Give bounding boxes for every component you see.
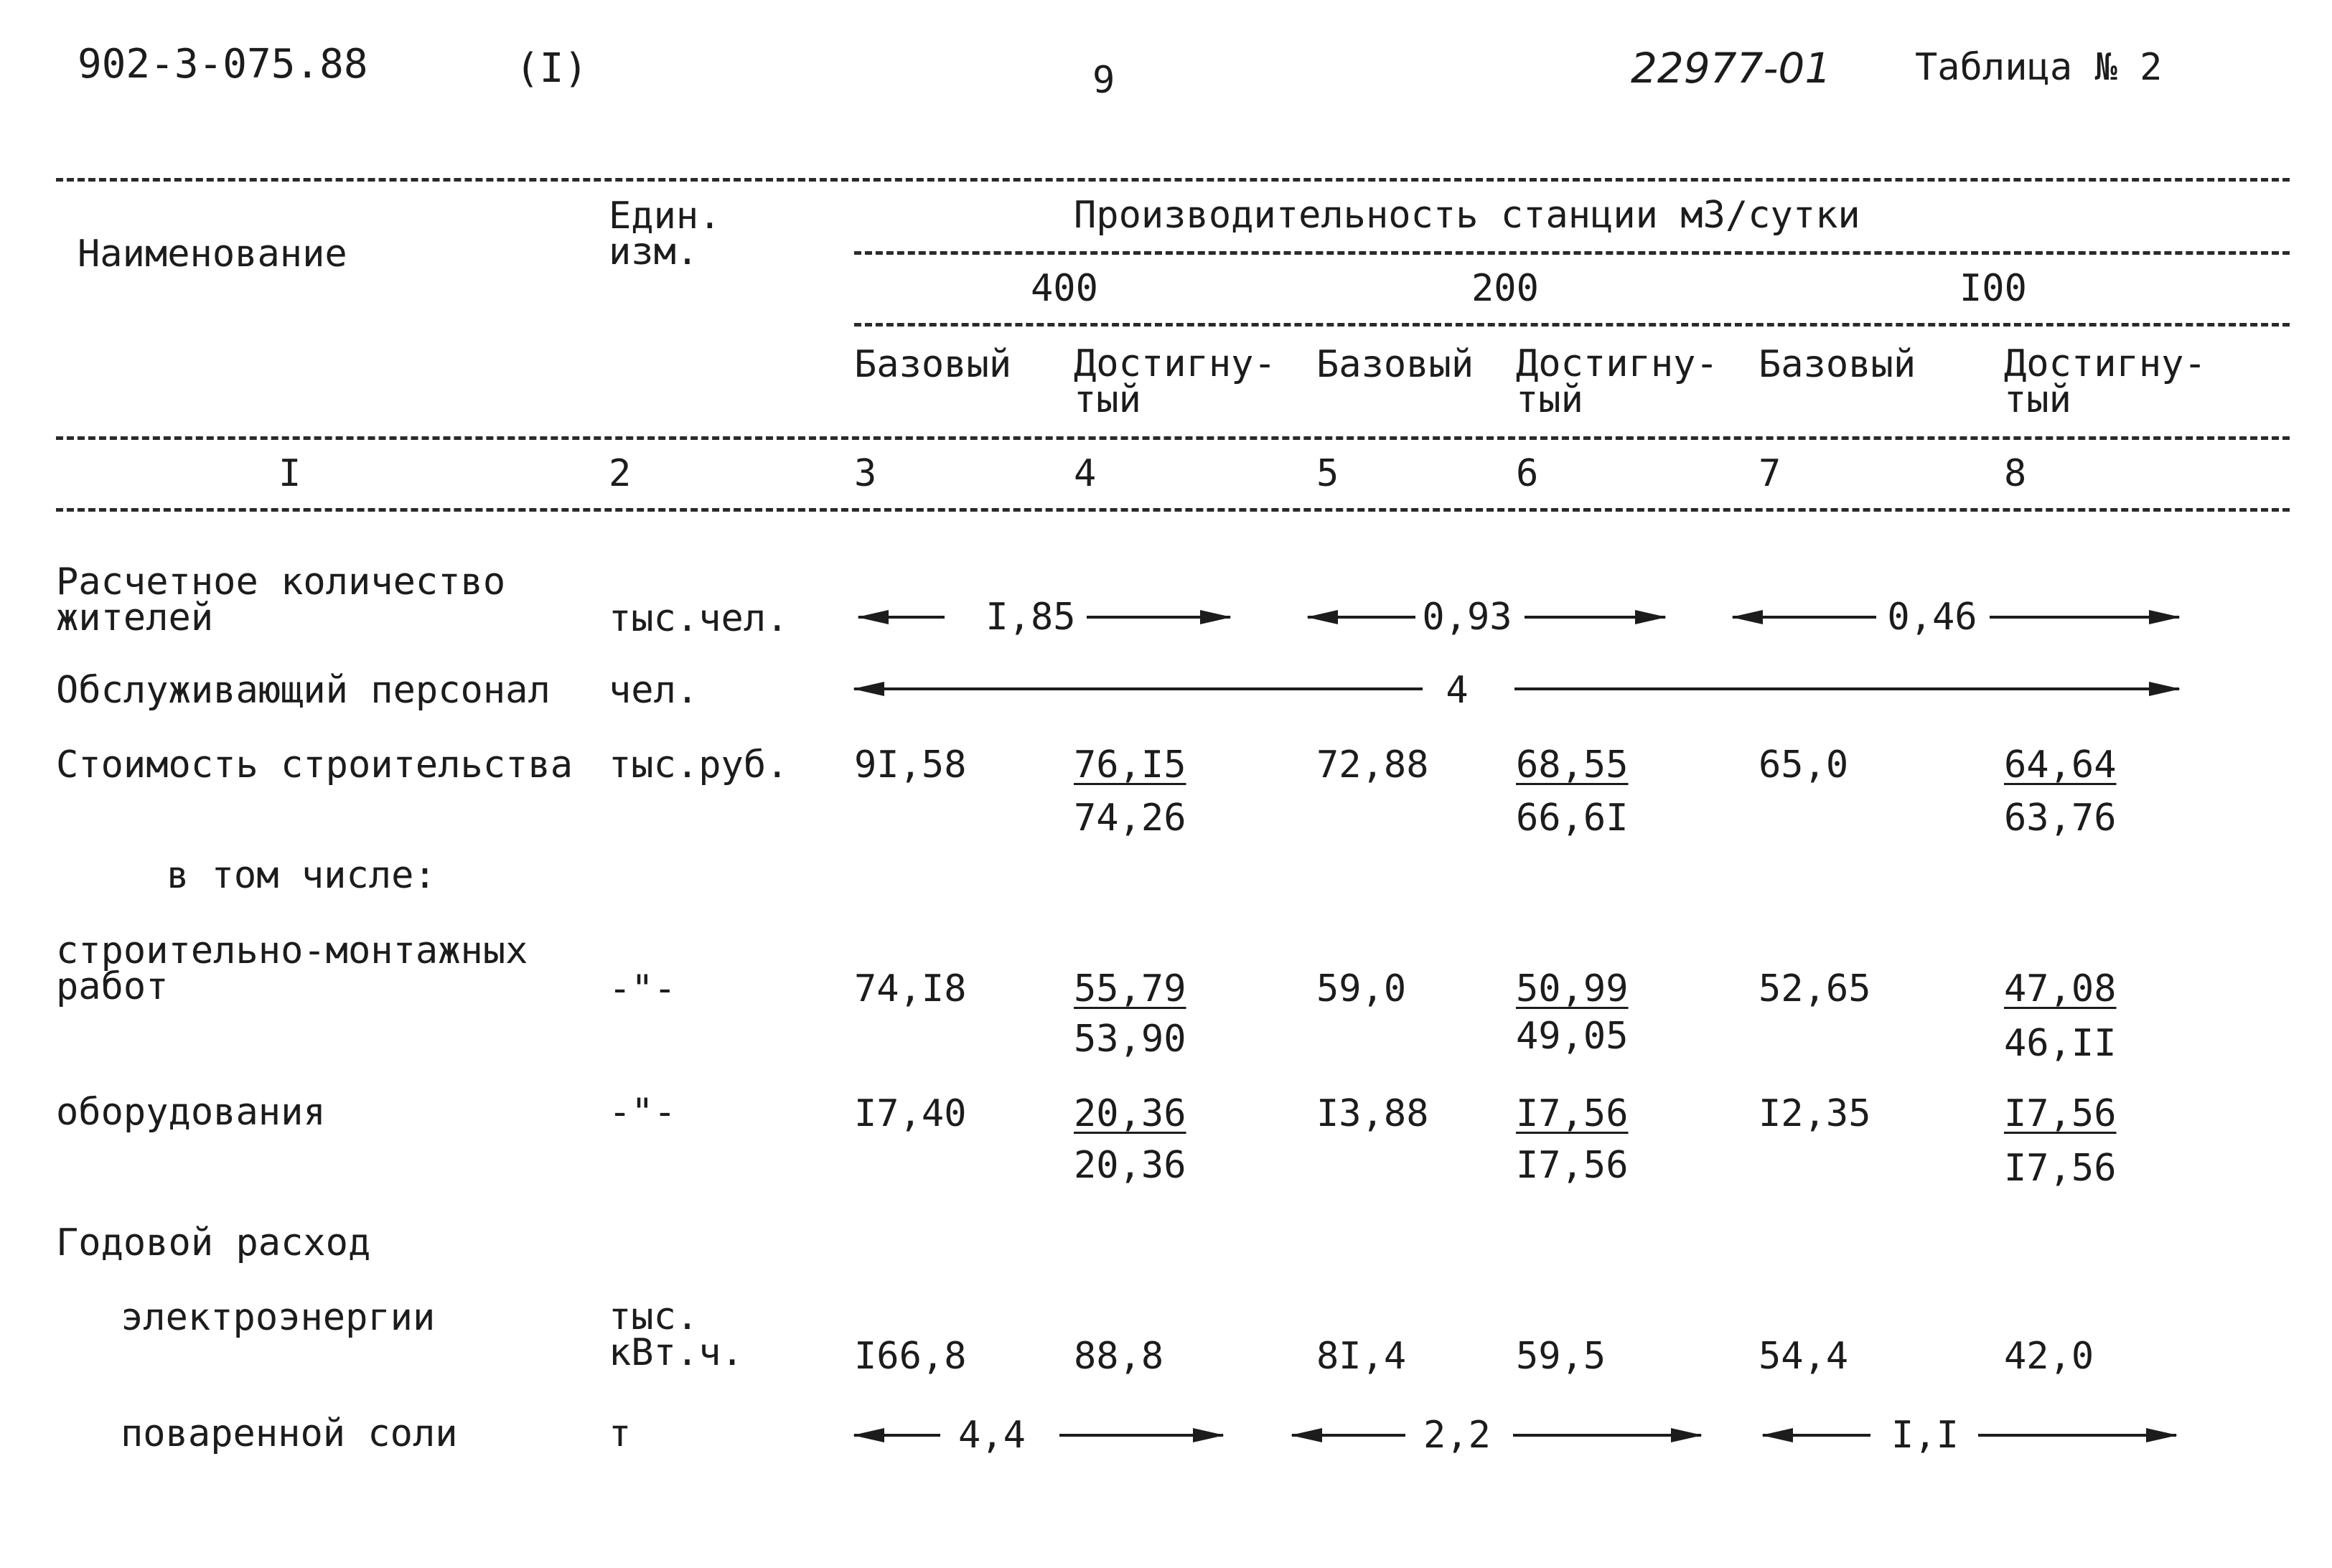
- arrow-right: [1990, 616, 2179, 619]
- arrow-left: [1733, 616, 1876, 619]
- arrow-left: [1292, 1434, 1405, 1437]
- row-cost-name: Стоимость строительства: [56, 743, 573, 787]
- variant-base-100: Базовый: [1759, 343, 1916, 386]
- electricity-base-100: 54,4: [1759, 1335, 1849, 1378]
- salt-200: 2,2: [1423, 1414, 1491, 1457]
- header-bottom-rule: [56, 436, 2290, 440]
- column-number-6: 6: [1516, 452, 1539, 495]
- row-equipment-name: оборудования: [56, 1091, 326, 1134]
- construction-base-200: 59,0: [1316, 967, 1407, 1010]
- electricity-achieved-200: 59,5: [1516, 1335, 1606, 1378]
- equipment-base-100: I2,35: [1759, 1092, 1871, 1135]
- variant-achieved-100: Достигну- тый: [2004, 342, 2206, 421]
- capacity-rule: [854, 251, 2290, 255]
- row-construction-unit: -"-: [609, 967, 676, 1010]
- equipment-achieved-100: I7,56: [2004, 1092, 2117, 1135]
- arrow-left: [854, 687, 1423, 690]
- column-number-4: 4: [1074, 452, 1097, 495]
- equipment-achieved-200-lower: I7,56: [1516, 1144, 1629, 1187]
- arrow-right: [1978, 1434, 2176, 1437]
- row-salt-unit: т: [609, 1412, 632, 1455]
- arrow-left: [854, 1434, 940, 1437]
- capacity-200: 200: [1471, 267, 1539, 310]
- equipment-base-200: I3,88: [1316, 1092, 1429, 1135]
- capacity-400: 400: [1031, 267, 1098, 310]
- equipment-achieved-200: I7,56: [1516, 1092, 1629, 1135]
- row-construction-name: строительно-монтажных работ: [56, 929, 528, 1008]
- variant-achieved-200: Достигну- тый: [1516, 342, 1718, 421]
- arrow-right: [1514, 687, 2179, 690]
- equipment-achieved-100-lower: I7,56: [2004, 1147, 2117, 1190]
- row-equipment-unit: -"-: [609, 1091, 676, 1134]
- construction-achieved-400: 55,79: [1074, 967, 1186, 1010]
- salt-100: I,I: [1891, 1414, 1959, 1457]
- column-number-8: 8: [2004, 452, 2027, 495]
- table-label: Таблица № 2: [1915, 46, 2163, 89]
- row-salt-name: поваренной соли: [121, 1412, 458, 1455]
- row-electricity-unit: тыс. кВт.ч.: [609, 1295, 744, 1374]
- cost-base-100: 65,0: [1759, 743, 1849, 787]
- cost-base-200: 72,88: [1316, 743, 1429, 787]
- equipment-base-400: I7,40: [854, 1092, 967, 1135]
- residents-400: I,85: [985, 596, 1076, 639]
- document-code: 902-3-075.88: [78, 41, 368, 88]
- equipment-achieved-400-lower: 20,36: [1074, 1144, 1186, 1187]
- construction-base-100: 52,65: [1759, 967, 1871, 1010]
- electricity-achieved-400: 88,8: [1074, 1335, 1164, 1378]
- column-number-3: 3: [854, 452, 877, 495]
- cost-base-400: 9I,58: [854, 743, 967, 787]
- cost-achieved-200: 68,55: [1516, 743, 1629, 787]
- capacity-title: Производительность станции м3/сутки: [1074, 194, 1860, 237]
- construction-achieved-200: 50,99: [1516, 967, 1629, 1010]
- cost-achieved-400-lower: 74,26: [1074, 797, 1186, 840]
- column-number-2: 2: [609, 452, 632, 495]
- equipment-achieved-400: 20,36: [1074, 1092, 1186, 1135]
- arrow-right: [1087, 616, 1230, 619]
- variant-rule: [854, 323, 2290, 327]
- column-numbers-rule: [56, 508, 2290, 512]
- column-header-name: Наименование: [78, 233, 347, 276]
- column-number-7: 7: [1759, 452, 1781, 495]
- row-cost-unit: тыс.руб.: [609, 743, 789, 787]
- staff-value: 4: [1446, 669, 1469, 712]
- arrow-left: [1308, 616, 1415, 619]
- arrow-right: [1513, 1434, 1701, 1437]
- annual-consumption-label: Годовой расход: [56, 1221, 371, 1264]
- table-top-rule: [56, 178, 2290, 182]
- variant-achieved-400: Достигну- тый: [1074, 342, 1276, 421]
- page-number: 9: [1092, 59, 1115, 102]
- row-electricity-name: электроэнергии: [121, 1296, 436, 1339]
- electricity-achieved-100: 42,0: [2004, 1335, 2094, 1378]
- salt-400: 4,4: [958, 1414, 1026, 1457]
- including-label: в том числе:: [167, 854, 436, 897]
- row-residents-unit: тыс.чел.: [609, 597, 789, 640]
- cost-achieved-400: 76,I5: [1074, 743, 1186, 787]
- residents-200: 0,93: [1422, 596, 1512, 639]
- document-part: (I): [515, 45, 589, 92]
- electricity-base-400: I66,8: [854, 1335, 967, 1378]
- cost-achieved-100: 64,64: [2004, 743, 2117, 787]
- cost-achieved-200-lower: 66,6I: [1516, 797, 1629, 840]
- arrow-right: [1059, 1434, 1223, 1437]
- construction-achieved-100: 47,08: [2004, 967, 2117, 1010]
- electricity-base-200: 8I,4: [1316, 1335, 1407, 1378]
- cost-achieved-100-lower: 63,76: [2004, 797, 2117, 840]
- construction-achieved-200-lower: 49,05: [1516, 1015, 1629, 1058]
- row-staff-name: Обслуживающий персонал: [56, 669, 551, 712]
- construction-achieved-100-lower: 46,II: [2004, 1022, 2117, 1065]
- arrow-left: [858, 616, 945, 619]
- arrow-left: [1763, 1434, 1870, 1437]
- column-header-unit: Един. изм.: [609, 194, 721, 273]
- arrow-right: [1525, 616, 1665, 619]
- column-number-1: I: [278, 452, 301, 495]
- capacity-100: I00: [1959, 267, 2027, 310]
- variant-base-200: Базовый: [1316, 343, 1474, 386]
- residents-100: 0,46: [1887, 596, 1977, 639]
- row-staff-unit: чел.: [609, 669, 699, 712]
- column-number-5: 5: [1316, 452, 1339, 495]
- row-residents-name: Расчетное количество жителей: [56, 560, 506, 639]
- variant-base-400: Базовый: [854, 343, 1012, 386]
- inventory-number: 22977-01: [1631, 44, 1832, 93]
- construction-base-400: 74,I8: [854, 967, 967, 1010]
- construction-achieved-400-lower: 53,90: [1074, 1018, 1186, 1061]
